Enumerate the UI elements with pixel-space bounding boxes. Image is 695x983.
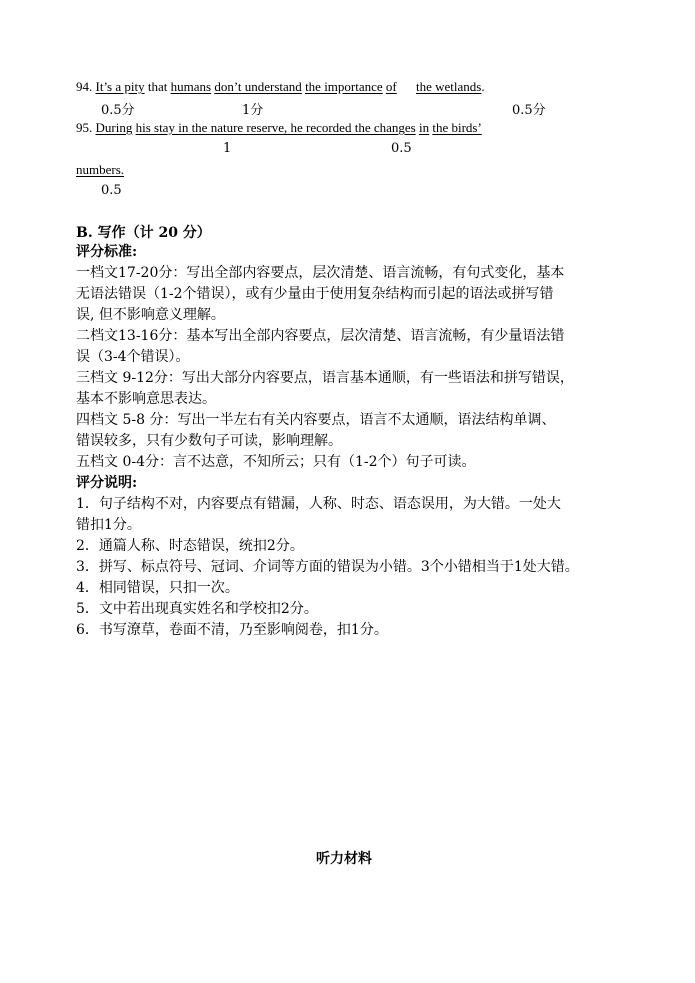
q95-seg-stay: his stay in the nature reserve [135,120,284,135]
criteria-line: 一档文17-20分：写出全部内容要点，层次清楚、语言流畅，有句式变化，基本 [76,265,565,281]
q94-seg-humans: humans [170,79,212,94]
q95-line [76,120,486,136]
q95-score-b: 0.5 [391,141,412,156]
criteria-line: 错误较多，只有少数句子可读，影响理解。 [76,433,342,449]
notes-line: 错扣1分。 [76,517,141,533]
q95-seg-during: During [95,120,133,135]
criteria-line: 误, 但不影响意义理解。 [76,307,225,323]
criteria-line: 误（3-4个错误）。 [76,349,190,365]
q94-tail: . [481,79,485,94]
section-b-title: B. 写作（计 20 分） [76,225,211,241]
q95-score-c: 0.5 [101,183,122,198]
q95-number: 95. [76,120,93,135]
criteria-line: 无语法错误（1-2个错误），或有少量由于使用复杂结构而引起的语法或拼写错 [76,286,554,302]
q94-score-b: 1分 [242,103,264,118]
q94-seg-wetlands: the wetlands [416,79,482,94]
notes-heading: 评分说明: [76,475,138,491]
q94-seg-pity: It’s a pity [95,79,145,94]
notes-line: 5．文中若出现真实姓名和学校扣2分。 [76,601,318,617]
notes-line: 2．通篇人称、时态错误，统扣2分。 [76,538,304,554]
q94-seg-understand: don’t understand [214,79,302,94]
q94-score-a: 0.5分 [101,103,135,118]
q95-seg-in: in [418,120,430,135]
criteria-heading: 评分标准: [76,244,138,260]
notes-line: 3．拼写、标点符号、冠词、介词等方面的错误为小错。3个小错相当于1处大错。 [76,559,579,575]
q95-seg-numbers: numbers. [76,162,125,177]
criteria-line: 四档文 5-8 分：写出一半左右有关内容要点，语言不太通顺，语法结构单调、 [76,412,556,428]
notes-line: 1．句子结构不对，内容要点有错漏，人称、时态、语态误用，为大错。一处大 [76,496,561,512]
notes-line: 4．相同错误，只扣一次。 [76,580,239,596]
q94-line [76,79,485,95]
q94-seg-that: that [147,79,168,94]
criteria-line: 基本不影响意思表达。 [76,391,216,407]
q95-continuation [76,162,124,178]
q94-seg-importance: the importance [305,79,383,94]
q94-number: 94. [76,79,93,94]
criteria-line: 五档文 0-4分：言不达意，不知所云；只有（1-2个）句子可读。 [76,454,476,470]
criteria-line: 三档文 9-12分：写出大部分内容要点，语言基本通顺，有一些语法和拼写错误， [76,370,574,386]
q95-seg-birds: the birds’ [432,120,482,135]
q94-seg-of: of [385,79,397,94]
criteria-line: 二档文13-16分：基本写出全部内容要点，层次清楚、语言流畅，有少量语法错 [76,328,565,344]
notes-line: 6．书写潦草，卷面不清，乃至影响阅卷，扣1分。 [76,622,388,638]
q95-score-a: 1 [223,141,232,156]
q95-seg-recorded: , he recorded the changes [283,120,416,135]
listening-material-title: 听力材料 [316,851,372,867]
q94-score-c: 0.5分 [512,103,546,118]
